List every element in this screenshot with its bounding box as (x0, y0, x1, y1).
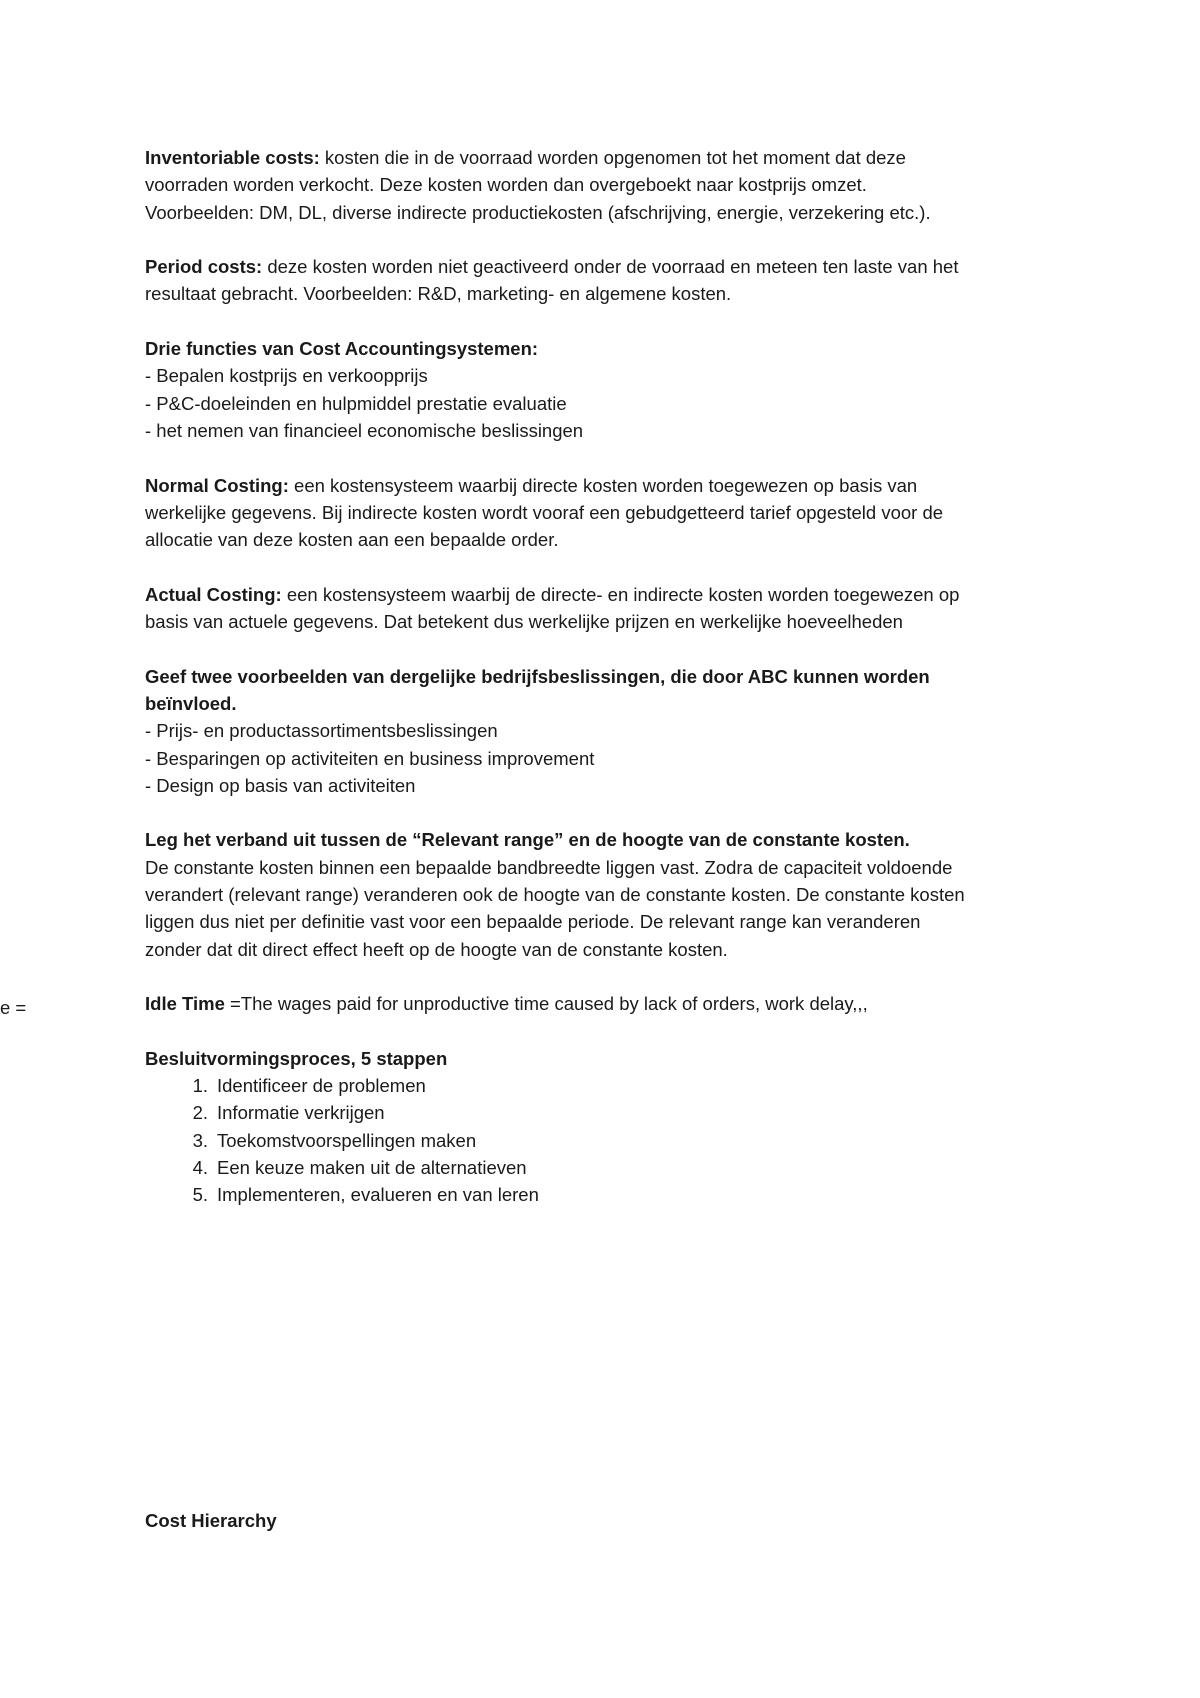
idle-time-label: Idle Time (145, 993, 225, 1015)
inventoriable-costs-line-3: Voorbeelden: DM, DL, diverse indirecte productiekosten (afschrijving, energie, verzekering etc.). (145, 201, 931, 223)
period-costs-text-1: deze kosten worden niet geactiveerd onder de voorraad en meteen ten laste van het (262, 256, 959, 278)
actual-costing-text-1: een kostensysteem waarbij de directe- en indirecte kosten worden toegewezen op (281, 583, 960, 605)
normal-costing-label: Normal Costing: (145, 474, 289, 496)
normal-costing-line-3: allocatie van deze kosten aan een bepaalde order. (145, 529, 559, 551)
step-number: 1. (192, 1075, 208, 1097)
relevant-range-line: zonder dat dit direct effect heeft op de hoogte van de constante kosten. (145, 938, 728, 960)
functions-heading: Drie functies van Cost Accountingsystemen: (145, 338, 539, 360)
decision-process-heading: Besluitvormingsproces, 5 stappen (145, 1047, 448, 1069)
inventoriable-costs-text-1: kosten die in de voorraad worden opgenomen tot het moment dat deze (319, 147, 906, 168)
relevant-range-line: liggen dus niet per definitie vast voor een bepaalde periode. De relevant range kan veranderen (145, 911, 921, 933)
decision-step (145, 1099, 1065, 1126)
step-text: Informatie verkrijgen (217, 1102, 385, 1124)
document-body (145, 144, 1065, 1209)
step-text: Implementeren, evalueren en van leren (217, 1184, 539, 1206)
step-number: 2. (192, 1102, 208, 1124)
functions-item: - het nemen van financieel economische beslissingen (145, 419, 584, 441)
period-costs-label: Period costs: (145, 256, 263, 278)
step-number: 3. (192, 1129, 208, 1151)
period-costs-line-1 (145, 253, 1065, 280)
abc-question-heading-1: Geef twee voorbeelden van dergelijke bedrijfsbeslissingen, die door ABC kunnen worden (145, 665, 930, 687)
period-costs-line-2: resultaat gebracht. Voorbeelden: R&D, marketing- en algemene kosten. (145, 283, 732, 305)
step-text: Identificeer de problemen (217, 1075, 426, 1097)
abc-item: - Besparingen op activiteiten en business improvement (145, 747, 595, 769)
inventoriable-costs-line-1 (145, 144, 1065, 171)
inventoriable-costs-label: Inventoriable costs: (145, 147, 320, 168)
step-number: 4. (192, 1156, 208, 1178)
inventoriable-costs-line-2: voorraden worden verkocht. Deze kosten worden dan overgeboekt naar kostprijs omzet. (145, 174, 867, 196)
abc-item: - Prijs- en productassortimentsbeslissingen (145, 720, 498, 742)
decision-step (145, 1181, 1065, 1208)
abc-question-heading-2: beïnvloed. (145, 692, 237, 714)
relevant-range-line: verandert (relevant range) veranderen ook de hoogte van de constante kosten. De constante kosten (145, 884, 965, 906)
margin-fragment: e = (0, 997, 27, 1018)
functions-item: - Bepalen kostprijs en verkoopprijs (145, 365, 428, 387)
decision-step (145, 1072, 1065, 1099)
normal-costing-text-1: een kostensysteem waarbij directe kosten worden toegewezen op basis van (288, 474, 918, 496)
normal-costing-line-2: werkelijke gegevens. Bij indirecte kosten wordt vooraf een gebudgetteerd tarief opgesteld voor de (145, 501, 944, 523)
relevant-range-line: De constante kosten binnen een bepaalde bandbreedte liggen vast. Zodra de capaciteit voldoende (145, 856, 953, 878)
idle-time-text: =The wages paid for unproductive time caused by lack of orders, work delay,,, (224, 993, 868, 1015)
actual-costing-line-2: basis van actuele gegevens. Dat betekent dus werkelijke prijzen en werkelijke hoeveelheden (145, 611, 903, 633)
decision-step (145, 1127, 1065, 1154)
step-text: Een keuze maken uit de alternatieven (217, 1156, 527, 1178)
cost-hierarchy-heading: Cost Hierarchy (145, 1510, 277, 1531)
step-text: Toekomstvoorspellingen maken (217, 1129, 477, 1151)
normal-costing-line-1 (145, 472, 1065, 499)
abc-item: - Design op basis van activiteiten (145, 774, 416, 796)
actual-costing-label: Actual Costing: (145, 583, 282, 605)
idle-time-line (145, 990, 1065, 1017)
functions-item: - P&C-doeleinden en hulpmiddel prestatie evaluatie (145, 392, 567, 414)
decision-step (145, 1154, 1065, 1181)
actual-costing-line-1 (145, 581, 1065, 608)
step-number: 5. (192, 1184, 208, 1206)
relevant-range-heading: Leg het verband uit tussen de “Relevant range” en de hoogte van de constante kosten. (145, 829, 910, 851)
